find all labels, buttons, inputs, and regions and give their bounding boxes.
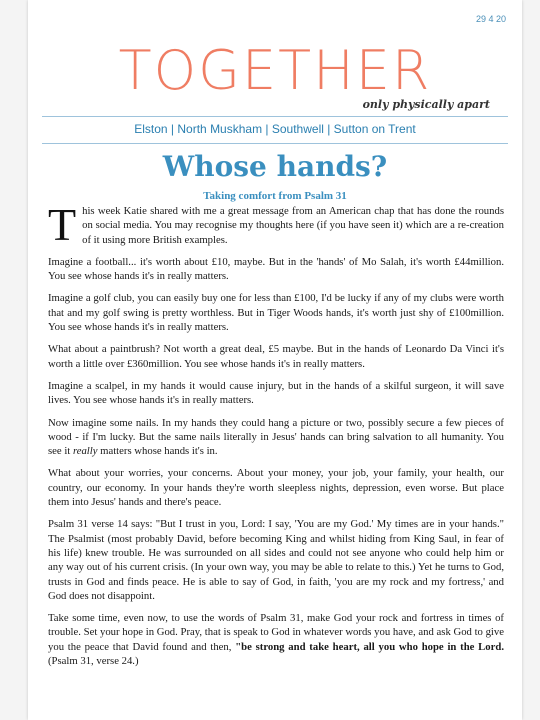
paragraph-9 [48, 611, 504, 668]
paragraph-2: Imagine a football... it's worth about £10, maybe. But in the 'hands' of Mo Salah, it's worth £44million. You see whose hands it's in really matters. [48, 255, 504, 283]
paragraph-3: Imagine a golf club, you can easily buy one for less than £100, I'd be lucky if any of my clubs were worth that and my golf swing is pretty worthless. But in Tiger Woods hands, it's worth just shy of £100million. You see whose hands it's in really matters. [48, 292, 504, 334]
divider-top [42, 116, 508, 117]
parish-locations: Elston | North Muskham | Southwell | Sutton on Trent [134, 122, 416, 136]
paragraph-4: What about a paintbrush? Not worth a great deal, £5 maybe. But in the hands of Leonardo Da Vinci it's worth a little over £360million. You see whose hands it's in really matters. [48, 343, 504, 370]
paragraph-1 [48, 199, 504, 250]
paragraph-9-text-c: (Psalm 31, verse 24.) [48, 655, 139, 668]
paragraph-6-emphasis: really [72, 445, 98, 458]
paragraph-8: Psalm 31 verse 14 says: "But I trust in you, Lord: I say, 'You are my God.' My times are in your hands." The Psalmist (most probably David, before becoming King and whilst hiding from King Saul, in fear of his life) knew trouble. He was surrounded on all sides and could not see anyone who could help him or any way out of his current crisis. (In your own way, you may be able to relate to this.) Yet he turns to God, trusts in God and finds peace. He is able to say of God, in faith, 'you are my rock and my fortress,' and God does not disappoint. [48, 518, 504, 602]
paragraph-9-text-a: Take some time, even now, to use the words of Psalm 31, make God your rock and fortress in times of trouble. Set your hope in God. Pray, that is speak to God in whatever words you have, and ask God to give you the peace that David found and then, [48, 612, 504, 653]
article-subhead: Taking comfort from Psalm 31 [203, 190, 347, 202]
article-headline: Whose hands? [162, 150, 388, 183]
masthead-title: TOGETHER [118, 39, 432, 102]
paragraph-7: What about your worries, your concerns. About your money, your job, your family, your health, our country, our economy. In your hands they're worth sleepless nights, depression, even worse. But place them into Jesus' hands and there's peace. [48, 467, 504, 509]
article-body [48, 199, 505, 676]
newsletter-page [28, 0, 522, 720]
divider-bottom [42, 143, 508, 144]
paragraph-6 [48, 416, 504, 459]
masthead-tagline: only physically apart [362, 98, 490, 111]
paragraph-6-text-a: Now imagine some nails. In my hands they could hang a picture or two, possibly secure a few pieces of wood - if I'm lucky. But the same nails literally in Jesus' hands can bring salvation to all humanity. You see it [48, 416, 504, 458]
issue-date: 29 4 20 [475, 14, 506, 24]
drop-cap: T [48, 199, 77, 250]
paragraph-5: Imagine a scalpel, in my hands it would cause injury, but in the hands of a skilful surgeon, it will save lives. You see whose hands it's in really matters. [48, 379, 504, 407]
paragraph-9-bold-quote: "be strong and take heart, all you who hope in the Lord. [235, 640, 505, 653]
paragraph-6-text-c: matters whose hands it's in. [97, 445, 218, 458]
paragraph-1-text: his week Katie shared with me a great message from an American chap that has done the rounds on social media. You may recognise my thoughts here (if you have seen it) which are a re-creation of it using more British examples. [82, 205, 504, 246]
